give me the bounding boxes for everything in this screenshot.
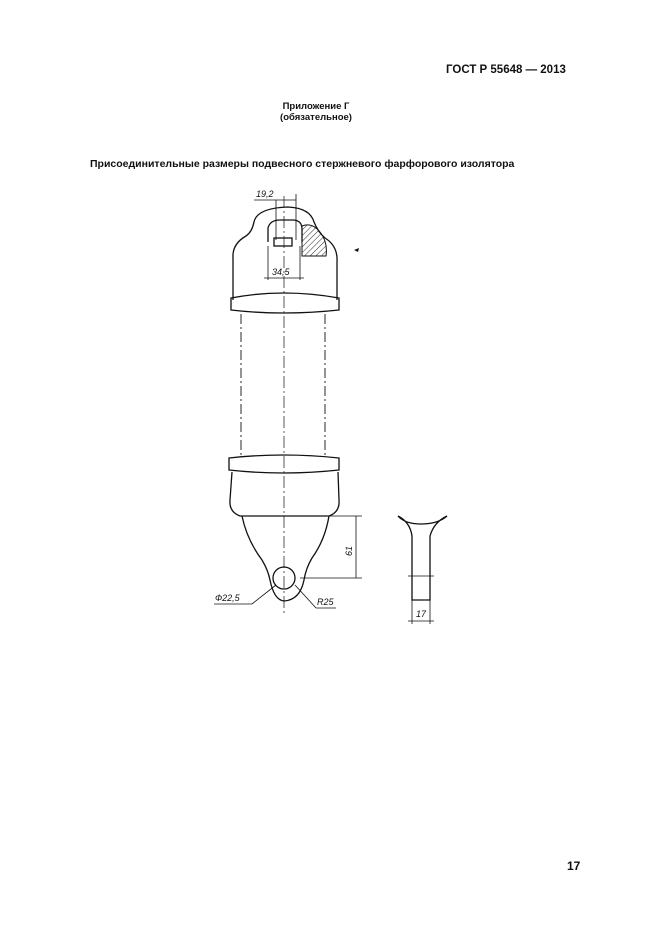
section-heading: Присоединительные размеры подвесного стержневого фарфорового изолятора [90,158,515,170]
rod-body-lines [241,314,325,455]
document-header-standard: ГОСТ Р 55648 — 2013 [446,64,566,76]
dim-top-width: 19,2 [256,189,274,199]
dim-top-width-lines [254,194,296,240]
page-number: 17 [567,859,581,873]
dim-hole-diameter: Ф22,5 [215,593,240,603]
top-cap [231,207,339,313]
dim-tongue-width: 17 [416,609,427,619]
side-view-tongue [398,516,447,600]
hatched-section [302,225,326,256]
dim-height: 61 [344,545,354,556]
appendix-status: (обязательное) [280,112,352,123]
appendix-title: Приложение Г [282,101,350,112]
mark-glyph [354,248,359,252]
dim-cap-width: 34,5 [272,267,290,277]
dim-radius: R25 [317,597,334,607]
